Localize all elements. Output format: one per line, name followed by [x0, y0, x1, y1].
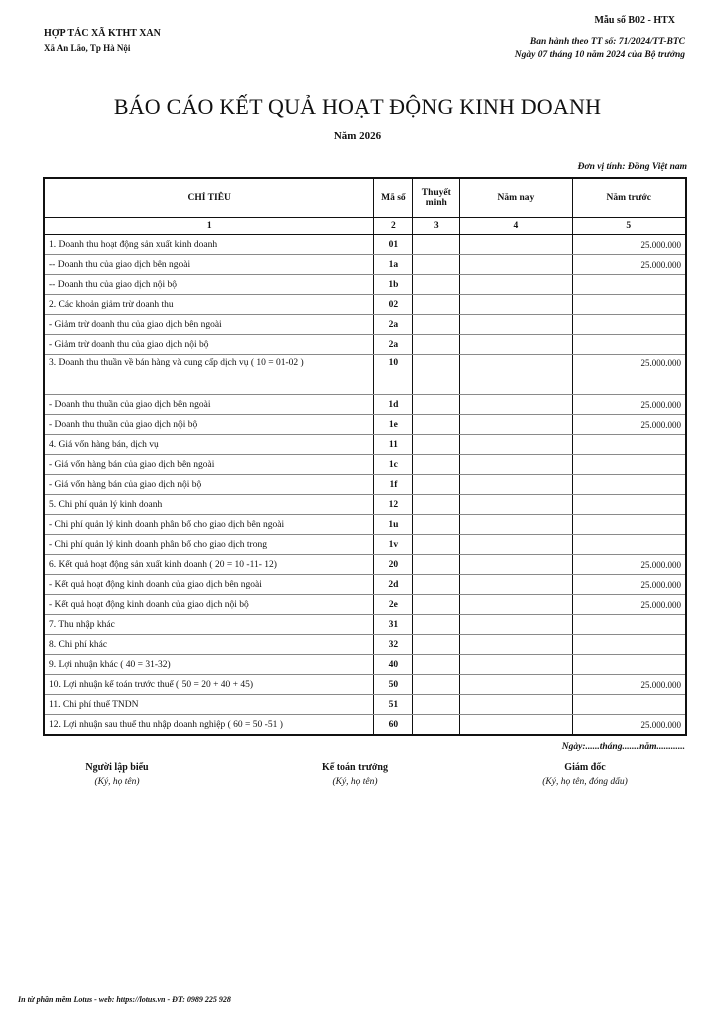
chief-accountant-note: (Ký, họ tên)	[332, 777, 378, 787]
row-indicator: 1. Doanh thu hoạt động sản xuất kinh doanh	[44, 235, 374, 255]
report-title: BÁO CÁO KẾT QUẢ HOẠT ĐỘNG KINH DOANH	[113, 94, 602, 119]
row-note	[413, 235, 460, 255]
row-indicator: 10. Lợi nhuận kế toán trước thuế ( 50 = 20 + 40 + 45)	[44, 675, 374, 695]
row-indicator: - Kết quả hoạt động kinh doanh của giao dịch bên ngoài	[44, 575, 374, 595]
row-indicator: 9. Lợi nhuận khác ( 40 = 31-32)	[44, 655, 374, 675]
row-last-year	[572, 475, 686, 495]
row-last-year	[572, 535, 686, 555]
header-indicator: CHỈ TIÊU	[44, 178, 374, 218]
row-indicator: 6. Kết quả hoạt động sản xuất kinh doanh ( 20 = 10 -11- 12)	[44, 555, 374, 575]
table-row	[44, 435, 686, 455]
row-code: 1b	[374, 275, 413, 295]
row-note	[413, 535, 460, 555]
row-last-year: 25.000.000	[572, 235, 686, 255]
row-code: 2e	[374, 595, 413, 615]
row-code: 1v	[374, 535, 413, 555]
row-note	[413, 715, 460, 736]
row-indicator: 4. Giá vốn hàng bán, dịch vụ	[44, 435, 374, 455]
row-last-year	[572, 515, 686, 535]
row-this-year	[460, 235, 572, 255]
row-note	[413, 635, 460, 655]
row-note	[413, 435, 460, 455]
row-this-year	[460, 355, 572, 395]
row-code: 1a	[374, 255, 413, 275]
row-code: 12	[374, 495, 413, 515]
row-this-year	[460, 655, 572, 675]
row-this-year	[460, 255, 572, 275]
report-table	[43, 177, 687, 736]
table-row	[44, 275, 686, 295]
table-row	[44, 535, 686, 555]
row-last-year: 25.000.000	[572, 575, 686, 595]
row-note	[413, 515, 460, 535]
header-code: Mã số	[374, 178, 413, 218]
row-note	[413, 355, 460, 395]
table-header-row	[44, 178, 686, 218]
organization-address: Xã An Lão, Tp Hà Nội	[44, 43, 131, 53]
currency-unit: Đơn vị tính: Đồng Việt nam	[577, 162, 687, 172]
form-issued-by: Ban hành theo TT số: 71/2024/TT-BTC	[529, 37, 685, 47]
row-code: 11	[374, 435, 413, 455]
row-indicator: 8. Chi phí khác	[44, 635, 374, 655]
row-indicator: - Giảm trừ doanh thu của giao dịch nội bộ	[44, 335, 374, 355]
row-code: 31	[374, 615, 413, 635]
row-note	[413, 455, 460, 475]
row-code: 20	[374, 555, 413, 575]
row-this-year	[460, 695, 572, 715]
table-row	[44, 255, 686, 275]
row-indicator: - Giá vốn hàng bán của giao dịch nội bộ	[44, 475, 374, 495]
row-indicator: 7. Thu nhập khác	[44, 615, 374, 635]
table-row	[44, 695, 686, 715]
table-row	[44, 555, 686, 575]
row-this-year	[460, 275, 572, 295]
signature-director	[510, 760, 660, 790]
row-this-year	[460, 635, 572, 655]
row-last-year	[572, 455, 686, 475]
preparer-note: (Ký, họ tên)	[94, 777, 140, 787]
row-this-year	[460, 675, 572, 695]
row-last-year	[572, 275, 686, 295]
header-last-year: Năm trước	[572, 178, 686, 218]
row-this-year	[460, 555, 572, 575]
column-index: 3	[413, 218, 460, 235]
table-row	[44, 235, 686, 255]
row-this-year	[460, 435, 572, 455]
row-note	[413, 675, 460, 695]
signature-date-line: Ngày:......tháng.......năm............	[561, 742, 685, 752]
column-index: 2	[374, 218, 413, 235]
row-indicator: -- Doanh thu của giao dịch bên ngoài	[44, 255, 374, 275]
row-code: 50	[374, 675, 413, 695]
row-indicator: - Doanh thu thuần của giao dịch bên ngoài	[44, 395, 374, 415]
row-this-year	[460, 715, 572, 736]
row-code: 40	[374, 655, 413, 675]
row-code: 02	[374, 295, 413, 315]
signature-chief-accountant	[300, 760, 410, 790]
table-row	[44, 515, 686, 535]
table-row	[44, 395, 686, 415]
row-last-year	[572, 635, 686, 655]
row-indicator: - Chi phí quản lý kinh doanh phân bổ cho giao dịch bên ngoài	[44, 515, 374, 535]
row-this-year	[460, 475, 572, 495]
row-this-year	[460, 495, 572, 515]
row-note	[413, 315, 460, 335]
row-last-year	[572, 335, 686, 355]
row-note	[413, 275, 460, 295]
row-note	[413, 295, 460, 315]
form-code: Mẫu số B02 - HTX	[594, 15, 675, 26]
row-note	[413, 395, 460, 415]
row-this-year	[460, 455, 572, 475]
row-indicator: 2. Các khoản giảm trừ doanh thu	[44, 295, 374, 315]
row-last-year	[572, 295, 686, 315]
row-code: 10	[374, 355, 413, 395]
row-indicator: - Doanh thu thuần của giao dịch nội bộ	[44, 415, 374, 435]
row-last-year: 25.000.000	[572, 555, 686, 575]
column-index: 4	[460, 218, 572, 235]
row-indicator: - Kết quả hoạt động kinh doanh của giao dịch nội bộ	[44, 595, 374, 615]
table-row	[44, 675, 686, 695]
row-code: 60	[374, 715, 413, 736]
column-index: 5	[572, 218, 686, 235]
director-note: (Ký, họ tên, đóng dấu)	[542, 777, 628, 787]
row-note	[413, 655, 460, 675]
row-this-year	[460, 335, 572, 355]
row-code: 1c	[374, 455, 413, 475]
row-last-year: 25.000.000	[572, 715, 686, 736]
table-row	[44, 455, 686, 475]
column-index-row	[44, 218, 686, 235]
row-last-year	[572, 655, 686, 675]
row-last-year: 25.000.000	[572, 675, 686, 695]
row-last-year	[572, 495, 686, 515]
row-last-year	[572, 695, 686, 715]
table-row	[44, 495, 686, 515]
table-row	[44, 315, 686, 335]
row-indicator: 5. Chi phí quản lý kinh doanh	[44, 495, 374, 515]
table-row	[44, 335, 686, 355]
row-code: 1e	[374, 415, 413, 435]
software-footer: In từ phần mềm Lotus - web: https://lotus.vn - ĐT: 0989 225 928	[18, 995, 231, 1004]
row-this-year	[460, 615, 572, 635]
row-code: 1u	[374, 515, 413, 535]
row-note	[413, 415, 460, 435]
row-code: 51	[374, 695, 413, 715]
row-code: 32	[374, 635, 413, 655]
table-row	[44, 415, 686, 435]
row-indicator: 3. Doanh thu thuần về bán hàng và cung cấp dịch vụ ( 10 = 01-02 )	[44, 355, 374, 395]
chief-accountant-role: Kế toán trưởng	[322, 762, 388, 773]
row-code: 2d	[374, 575, 413, 595]
row-this-year	[460, 575, 572, 595]
director-role: Giám đốc	[564, 762, 606, 773]
row-indicator: 12. Lợi nhuận sau thuế thu nhập doanh nghiệp ( 60 = 50 -51 )	[44, 715, 374, 736]
row-note	[413, 575, 460, 595]
table-row	[44, 355, 686, 395]
preparer-role: Người lập biểu	[85, 762, 149, 773]
row-last-year	[572, 435, 686, 455]
row-last-year	[572, 315, 686, 335]
row-this-year	[460, 395, 572, 415]
table-row	[44, 595, 686, 615]
table-row	[44, 615, 686, 635]
table-row	[44, 575, 686, 595]
row-this-year	[460, 315, 572, 335]
row-indicator: - Giảm trừ doanh thu của giao dịch bên ngoài	[44, 315, 374, 335]
row-indicator: 11. Chi phí thuế TNDN	[44, 695, 374, 715]
row-this-year	[460, 595, 572, 615]
row-this-year	[460, 535, 572, 555]
row-note	[413, 335, 460, 355]
row-note	[413, 495, 460, 515]
row-indicator: - Chi phí quản lý kinh doanh phân bổ cho giao dịch trong	[44, 535, 374, 555]
table-row	[44, 715, 686, 736]
row-this-year	[460, 415, 572, 435]
row-indicator: -- Doanh thu của giao dịch nội bộ	[44, 275, 374, 295]
organization-block	[44, 27, 161, 55]
row-indicator: - Giá vốn hàng bán của giao dịch bên ngoài	[44, 455, 374, 475]
table-row	[44, 295, 686, 315]
row-note	[413, 615, 460, 635]
form-issued-date: Ngày 07 tháng 10 năm 2024 của Bộ trưởng	[514, 50, 685, 60]
row-last-year: 25.000.000	[572, 355, 686, 395]
row-note	[413, 555, 460, 575]
row-last-year: 25.000.000	[572, 395, 686, 415]
row-this-year	[460, 295, 572, 315]
row-note	[413, 255, 460, 275]
row-last-year: 25.000.000	[572, 415, 686, 435]
row-this-year	[460, 515, 572, 535]
report-year: Năm 2026	[333, 130, 382, 142]
row-code: 2a	[374, 335, 413, 355]
table-row	[44, 635, 686, 655]
table-body	[44, 235, 686, 736]
table-row	[44, 655, 686, 675]
row-note	[413, 695, 460, 715]
row-note	[413, 595, 460, 615]
row-last-year: 25.000.000	[572, 595, 686, 615]
row-code: 1d	[374, 395, 413, 415]
row-code: 1f	[374, 475, 413, 495]
row-code: 01	[374, 235, 413, 255]
row-note	[413, 475, 460, 495]
header-this-year: Năm nay	[460, 178, 572, 218]
row-last-year	[572, 615, 686, 635]
row-last-year: 25.000.000	[572, 255, 686, 275]
header-note: Thuyết minh	[413, 178, 460, 218]
signature-preparer	[62, 760, 172, 790]
column-index: 1	[44, 218, 374, 235]
row-code: 2a	[374, 315, 413, 335]
organization-name: HỢP TÁC XÃ KTHT XAN	[44, 28, 161, 39]
table-row	[44, 475, 686, 495]
form-info-block	[515, 14, 685, 62]
